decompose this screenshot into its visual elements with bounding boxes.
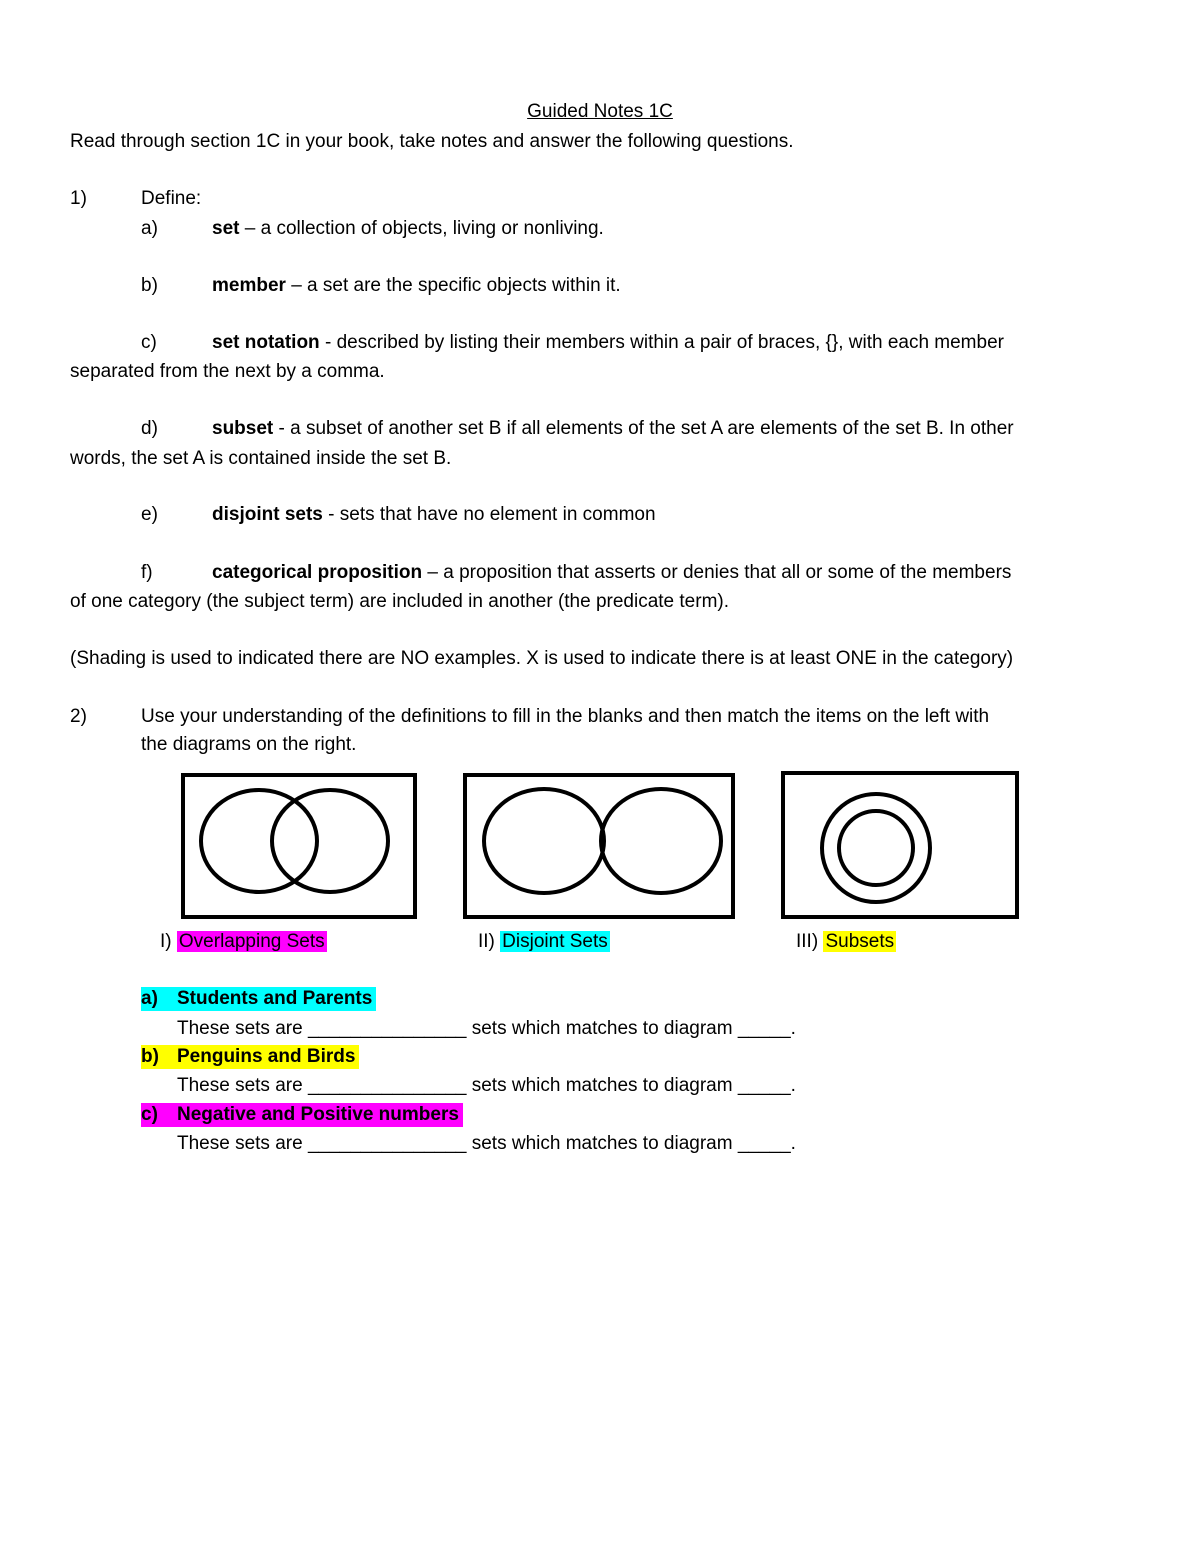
item-label: Negative and Positive numbers xyxy=(177,1104,459,1125)
definition-term: subset xyxy=(212,418,274,439)
definition-f-continued: of one category (the subject term) are included in another (the predicate term). xyxy=(70,591,730,612)
question-2-line-2: the diagrams on the right. xyxy=(141,734,357,755)
subsets-diagram xyxy=(780,770,1020,920)
definition-d xyxy=(212,417,1014,441)
definition-text: a subset of another set B if all elements of the set A are elements of the set B. In other xyxy=(290,418,1014,439)
item-b-sentence: These sets are _______________ sets which matches to diagram _____. xyxy=(177,1075,796,1096)
item-c xyxy=(141,1103,463,1127)
item-label: Penguins and Birds xyxy=(177,1046,356,1067)
shading-note: (Shading is used to indicated there are NO examples. X is used to indicate there is at least ONE in the category) xyxy=(70,648,1014,669)
set-circle-b xyxy=(272,790,388,892)
question-1-number: 1) xyxy=(70,188,87,209)
definition-separator: - xyxy=(273,418,291,439)
overlapping-sets-diagram xyxy=(180,772,418,920)
definition-a xyxy=(212,217,604,241)
definition-separator: – xyxy=(285,275,308,296)
definition-term: member xyxy=(212,275,286,296)
definition-c xyxy=(212,331,1004,355)
definition-text: a proposition that asserts or denies that all or some of the members xyxy=(443,562,1012,583)
diagram-numeral: III) xyxy=(796,931,819,952)
disjoint-sets-diagram xyxy=(462,772,736,920)
definition-separator: – xyxy=(422,562,444,583)
diagram-label-3 xyxy=(796,930,896,954)
question-1-label: Define: xyxy=(141,188,202,209)
definition-c-letter: c) xyxy=(141,332,157,353)
item-letter: b) xyxy=(141,1046,159,1067)
definition-b xyxy=(212,274,621,298)
intro-text: Read through section 1C in your book, take notes and answer the following questions. xyxy=(70,131,794,152)
definition-a-letter: a) xyxy=(141,218,158,239)
set-circle-b xyxy=(601,789,721,893)
definition-text: a set are the specific objects within it. xyxy=(307,275,621,296)
definition-e-letter: e) xyxy=(141,504,158,525)
definition-text: sets that have no element in common xyxy=(339,504,656,525)
diagram-label-2 xyxy=(478,930,610,954)
page-title: Guided Notes 1C xyxy=(527,101,673,122)
set-circle-a xyxy=(484,789,604,893)
definition-b-letter: b) xyxy=(141,275,158,296)
definition-separator: – xyxy=(239,218,261,239)
definition-d-continued: words, the set A is contained inside the set B. xyxy=(70,448,452,469)
question-2-number: 2) xyxy=(70,706,87,727)
definition-separator: - xyxy=(319,332,337,353)
item-label: Students and Parents xyxy=(177,988,373,1009)
definition-term: disjoint sets xyxy=(212,504,323,525)
question-2-line-1: Use your understanding of the definitions to fill in the blanks and then match the items on the left with xyxy=(141,706,990,727)
overlapping-sets-label: Overlapping Sets xyxy=(178,931,325,952)
definition-term: set xyxy=(212,218,240,239)
definition-separator: - xyxy=(322,504,340,525)
definition-f xyxy=(212,561,1011,585)
disjoint-sets-label: Disjoint Sets xyxy=(502,931,608,952)
definition-f-letter: f) xyxy=(141,562,153,583)
set-circle-a xyxy=(201,790,317,892)
definition-term: set notation xyxy=(212,332,320,353)
definition-text: described by listing their members within a pair of braces, {}, with each member xyxy=(336,332,1004,353)
item-c-sentence: These sets are _______________ sets which matches to diagram _____. xyxy=(177,1133,796,1154)
item-a-sentence: These sets are _______________ sets which matches to diagram _____. xyxy=(177,1018,796,1039)
diagram-label-1 xyxy=(160,930,327,954)
definition-term: categorical proposition xyxy=(212,562,423,583)
definition-d-letter: d) xyxy=(141,418,158,439)
item-b xyxy=(141,1045,359,1069)
definition-e xyxy=(212,503,656,527)
diagram-numeral: I) xyxy=(160,931,172,952)
item-letter: c) xyxy=(141,1104,158,1125)
item-letter: a) xyxy=(141,988,158,1009)
diagram-numeral: II) xyxy=(478,931,495,952)
subsets-label: Subsets xyxy=(825,931,895,952)
definition-c-continued: separated from the next by a comma. xyxy=(70,361,385,382)
item-a xyxy=(141,987,376,1011)
inner-set-circle xyxy=(839,811,913,885)
definition-text: a collection of objects, living or nonliving. xyxy=(260,218,604,239)
